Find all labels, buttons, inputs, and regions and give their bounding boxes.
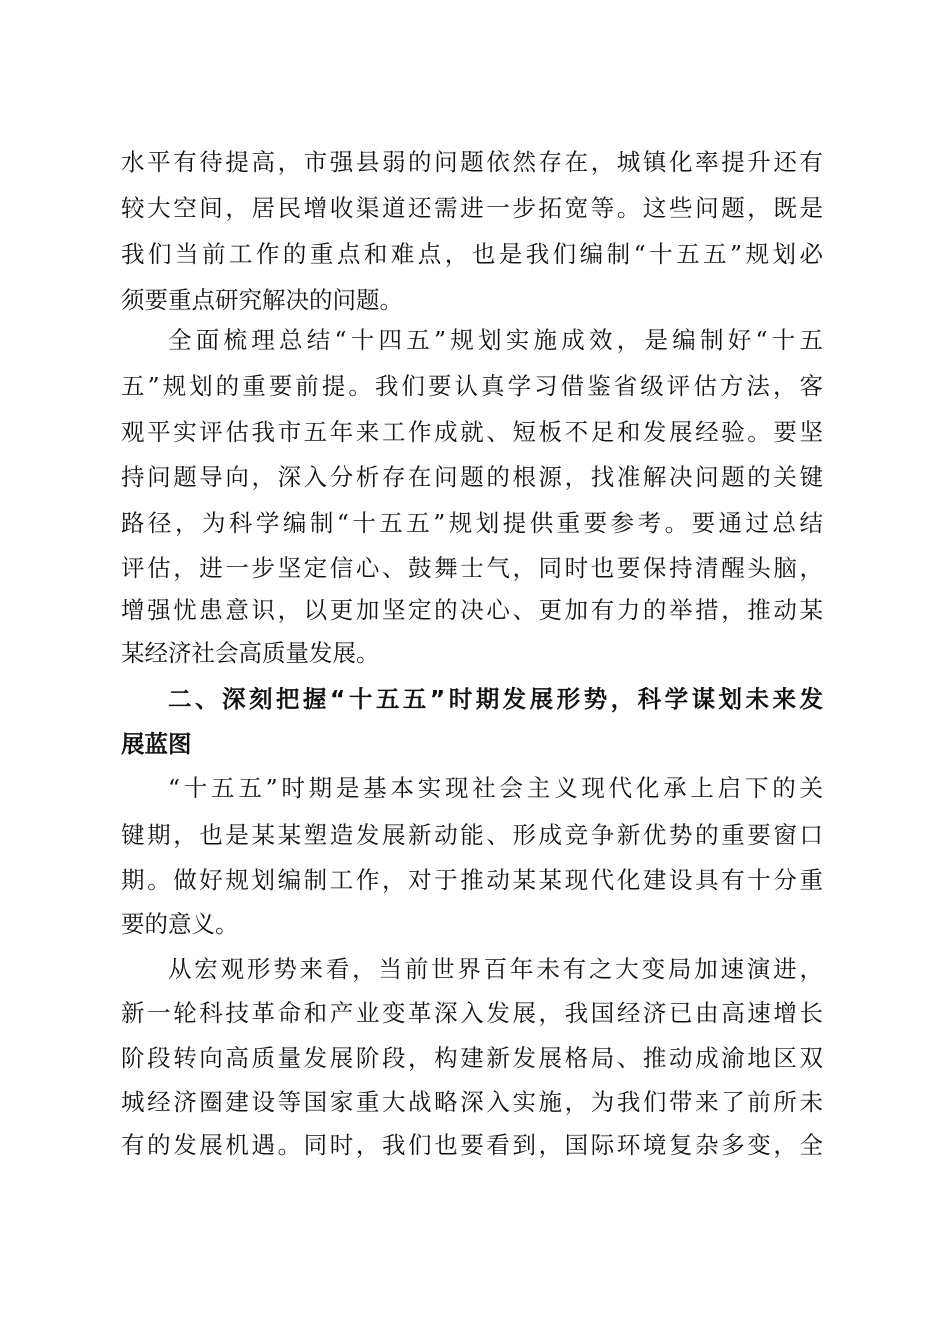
section-heading: 展蓝图: [121, 730, 192, 758]
text-line: 有的发展机遇。同时，我们也要看到，国际环境复杂多变，全: [121, 1131, 823, 1159]
text-line: 新一轮科技革命和产业变革深入发展，我国经济已由高速增长: [121, 999, 823, 1027]
text-line: 全面梳理总结“十四五”规划实施成效，是编制好“十五: [168, 326, 823, 354]
text-line: 从宏观形势来看，当前世界百年未有之大变局加速演进，: [168, 955, 823, 983]
text-line: 阶段转向高质量发展阶段，构建新发展格局、推动成渝地区双: [121, 1044, 823, 1072]
text-line: 要的意义。: [121, 910, 239, 938]
text-line: 城经济圈建设等国家重大战略深入实施，为我们带来了前所未: [121, 1088, 823, 1116]
section-heading: 二、深刻把握“十五五”时期发展形势，科学谋划未来发: [168, 685, 823, 713]
text-line: 增强忧患意识，以更加坚定的决心、更加有力的举措，推动某: [121, 596, 823, 624]
text-line: 较大空间，居民增收渠道还需进一步拓宽等。这些问题，既是: [121, 194, 823, 222]
text-line: 我们当前工作的重点和难点，也是我们编制“十五五”规划必: [121, 240, 823, 268]
text-line: 水平有待提高，市强县弱的问题依然存在，城镇化率提升还有: [121, 148, 823, 176]
text-line: 评估，进一步坚定信心、鼓舞士气，同时也要保持清醒头脑，: [121, 554, 823, 582]
text-line: 期。做好规划编制工作，对于推动某某现代化建设具有十分重: [121, 866, 823, 894]
text-line: 持问题导向，深入分析存在问题的根源，找准解决问题的关键: [121, 463, 823, 491]
text-line: 观平实评估我市五年来工作成就、短板不足和发展经验。要坚: [121, 418, 823, 446]
text-line: 须要重点研究解决的问题。: [121, 286, 403, 314]
text-line: 键期，也是某某塑造发展新动能、形成竞争新优势的重要窗口: [121, 821, 823, 849]
text-line: 五”规划的重要前提。我们要认真学习借鉴省级评估方法，客: [121, 372, 823, 400]
text-line: 某经济社会高质量发展。: [121, 639, 380, 667]
text-line: 路径，为科学编制“十五五”规划提供重要参考。要通过总结: [121, 509, 823, 537]
text-line: “十五五”时期是基本实现社会主义现代化承上启下的关: [168, 774, 823, 802]
